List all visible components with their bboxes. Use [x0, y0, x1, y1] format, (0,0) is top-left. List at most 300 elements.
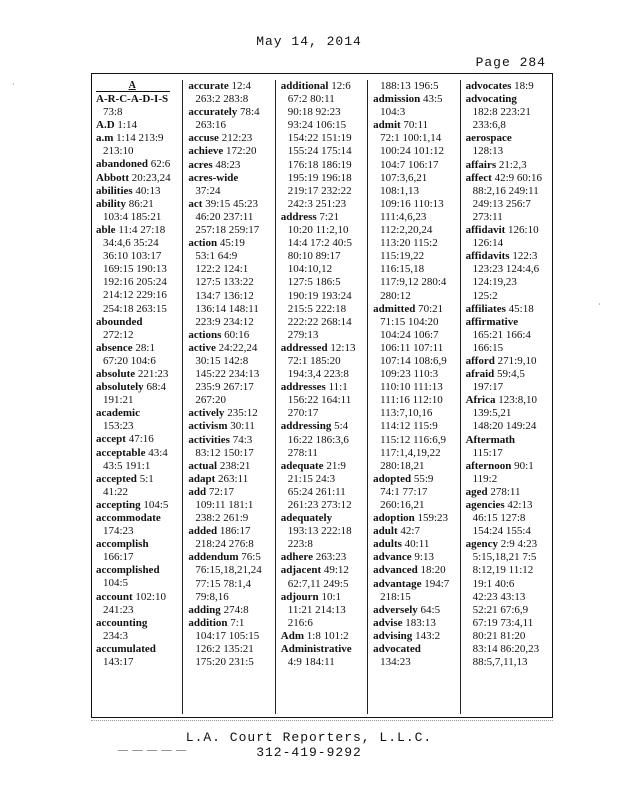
- index-term: admit: [373, 119, 401, 132]
- index-refs-line: 72:1 100:1,14: [380, 132, 442, 145]
- index-entry: [96, 447, 182, 473]
- index-refs-line: 218:15: [380, 590, 411, 603]
- index-refs-line: 169:15 190:13: [103, 263, 167, 276]
- index-term: activities: [188, 433, 230, 446]
- index-entry: [281, 512, 367, 551]
- index-refs-inline: 42:9 60:16: [494, 171, 542, 184]
- index-refs-line: 117:1,4,19,22: [380, 446, 441, 459]
- index-refs-line: 154:22 151:19: [287, 132, 352, 145]
- index-refs-inline: 123:8,10: [498, 394, 538, 407]
- index-term: actively: [188, 407, 225, 420]
- index-refs-line: 223:8: [287, 538, 313, 551]
- index-term: absolute: [96, 367, 136, 380]
- index-refs-line: 16:22 186:3,6: [287, 433, 349, 446]
- index-refs-line: 19:1 40:6: [472, 577, 515, 590]
- index-refs-line: 219:17 232:22: [287, 184, 352, 197]
- index-refs-inline: 48:23: [215, 158, 241, 171]
- index-term: addressing: [280, 420, 332, 433]
- index-entry: [466, 394, 553, 433]
- index-refs-line: 154:24 155:4: [472, 525, 531, 538]
- index-term: Abbott: [96, 171, 130, 184]
- index-term: accumulated: [96, 642, 156, 655]
- index-entry: [188, 420, 274, 433]
- index-term: accurately: [188, 106, 238, 119]
- letter-heading: A: [128, 80, 136, 91]
- index-refs-line: 88:5,7,11,13: [472, 656, 528, 669]
- index-entry: [373, 643, 459, 669]
- index-entry: [466, 93, 553, 132]
- page-number: Page 284: [475, 55, 546, 70]
- index-refs-inline: 12:13: [330, 341, 356, 354]
- index-refs-inline: 64:5: [420, 603, 441, 616]
- index-term: affiliates: [465, 302, 506, 315]
- index-entry: [96, 473, 182, 499]
- footer-rule: [91, 720, 553, 721]
- index-entry: [188, 159, 274, 172]
- index-refs-line: 233:6,8: [472, 119, 506, 132]
- index-term: Aftermath: [465, 433, 516, 446]
- index-term: adequate: [280, 459, 324, 472]
- index-refs-inline: 62:6: [150, 158, 171, 171]
- index-refs-line: 166:15: [472, 341, 504, 354]
- index-refs-inline: 74:3: [232, 433, 253, 446]
- word-index-columns: [91, 80, 553, 714]
- index-entry: [188, 460, 274, 473]
- index-term: actual: [188, 459, 218, 472]
- index-refs-line: 74:1 77:17: [380, 485, 428, 498]
- index-term: afternoon: [465, 459, 512, 472]
- index-term: affect: [465, 171, 492, 184]
- index-term: addressed: [280, 341, 328, 354]
- index-refs-line: 263:2 283:8: [195, 93, 249, 106]
- index-refs-line: 218:24 276:8: [195, 538, 254, 551]
- index-entry: [373, 578, 459, 604]
- index-term: adults: [373, 538, 402, 551]
- index-term: advance: [373, 551, 412, 564]
- index-refs-line: 257:18 259:17: [195, 224, 260, 237]
- index-term: affairs: [465, 158, 497, 171]
- index-refs-line: 115:19,22: [380, 250, 425, 263]
- index-term: agency: [465, 538, 498, 551]
- index-term: action: [188, 237, 218, 250]
- index-refs-line: 165:21 166:4: [472, 328, 531, 341]
- index-refs-inline: 20:23,24: [131, 171, 171, 184]
- index-entry: [188, 329, 274, 342]
- index-refs-line: 52:21 67:6,9: [472, 603, 529, 616]
- index-term: activism: [188, 420, 228, 433]
- index-refs-line: 113:20 115:2: [380, 237, 438, 250]
- index-refs-line: 104:24 106:7: [380, 328, 439, 341]
- index-term: academic: [96, 407, 140, 420]
- index-term: add: [188, 485, 207, 498]
- index-entry: [466, 132, 553, 158]
- margin-mark: ·: [12, 80, 15, 89]
- index-refs-inline: 12:6: [331, 80, 351, 92]
- index-refs-line: 103:4 185:21: [103, 210, 162, 223]
- index-refs-inline: 39:15 45:23: [205, 197, 259, 210]
- index-refs-line: 115:12 116:6,9: [380, 433, 446, 446]
- index-refs-line: 238:2 261:9: [195, 512, 249, 525]
- index-entry: [373, 604, 459, 617]
- index-refs-line: 5:15,18,21 7:5: [472, 551, 537, 564]
- index-refs-line: 80:10 89:17: [287, 250, 341, 263]
- index-refs-line: 119:2: [472, 472, 498, 485]
- index-refs-line: 155:24 175:14: [287, 145, 352, 158]
- index-term: actions: [188, 328, 222, 341]
- index-entry: [96, 591, 182, 617]
- index-entry: [188, 106, 274, 132]
- index-entry: [281, 342, 367, 381]
- index-term: accepted: [96, 472, 137, 485]
- index-refs-line: 93:24 106:15: [287, 119, 347, 132]
- index-refs-line: 176:18 186:19: [287, 158, 352, 171]
- index-refs-line: 254:18 263:15: [103, 302, 167, 315]
- index-term: aerospace: [465, 132, 512, 145]
- index-entry: [466, 224, 553, 250]
- index-term: advantage: [373, 577, 422, 590]
- index-refs-line: 182:8 223:21: [472, 106, 531, 119]
- transcript-date: May 14, 2014: [256, 34, 362, 49]
- index-refs-line: 156:22 164:11: [287, 394, 352, 407]
- index-entry: [373, 93, 459, 119]
- index-entry: [188, 145, 274, 158]
- index-refs-inline: 1:14 213:9: [116, 132, 164, 145]
- index-refs-line: 109:16 110:13: [380, 197, 444, 210]
- index-term: advise: [373, 616, 403, 629]
- index-refs-line: 14:4 17:2 40:5: [287, 237, 352, 250]
- index-entry: [188, 434, 274, 460]
- index-entry: [188, 407, 274, 420]
- index-refs-line: 127:5 186:5: [287, 276, 341, 289]
- index-refs-line: 116:15,18: [380, 263, 425, 276]
- index-refs-inline: 271:9,10: [497, 354, 537, 367]
- index-refs-line: 111:4,6,23: [380, 210, 427, 223]
- index-refs-line: 4:9 184:11: [287, 656, 335, 669]
- index-term: admission: [373, 93, 421, 106]
- index-term: address: [280, 210, 317, 223]
- index-entry: [281, 420, 367, 459]
- index-refs-line: 272:12: [103, 328, 134, 341]
- index-refs-line: 34:4,6 35:24: [103, 237, 159, 250]
- index-refs-inline: 68:4: [146, 381, 166, 394]
- index-term: accepting: [96, 498, 141, 511]
- index-refs-inline: 126:10: [508, 224, 539, 237]
- index-entry: [466, 434, 553, 460]
- index-entry: [373, 473, 459, 512]
- index-refs-line: 279:13: [287, 328, 319, 341]
- index-entry: [466, 303, 553, 316]
- index-refs-line: 67:2 80:11: [287, 93, 335, 106]
- index-refs-inline: 186:17: [219, 525, 251, 538]
- index-refs-line: 190:19 193:24: [287, 289, 352, 302]
- index-entry: [188, 551, 274, 603]
- footer-dashes: — — — — —: [118, 745, 187, 756]
- index-refs-line: 107:3,6,21: [380, 171, 428, 184]
- index-refs-inline: 70:11: [403, 119, 429, 132]
- index-entry: [466, 499, 553, 538]
- index-refs-inline: 86:21: [128, 197, 154, 210]
- index-term: act: [188, 197, 203, 210]
- index-refs-line: 216:6: [287, 616, 313, 629]
- index-refs-line: 215:5 222:18: [287, 302, 347, 315]
- index-term: acceptable: [96, 446, 146, 459]
- index-term: added: [188, 525, 218, 538]
- index-refs-line: 278:11: [287, 446, 318, 459]
- index-refs-inline: 263:11: [218, 472, 249, 485]
- index-refs-inline: 59:4,5: [497, 368, 525, 381]
- index-entry: [281, 643, 367, 669]
- index-entry: [281, 564, 367, 590]
- index-term: advising: [373, 629, 413, 642]
- index-refs-line: 128:13: [472, 145, 504, 158]
- index-refs-line: 235:9 267:17: [195, 381, 254, 394]
- index-entry: [373, 512, 459, 525]
- index-entry: [466, 159, 553, 172]
- index-refs-line: 234:3: [103, 629, 129, 642]
- index-entry: [466, 316, 553, 355]
- index-term: addendum: [188, 551, 239, 564]
- index-term: adoption: [373, 512, 415, 525]
- index-entry: [373, 617, 459, 630]
- index-term: adequately: [280, 512, 333, 525]
- index-refs-inline: 7:21: [319, 210, 339, 223]
- index-refs-line: 117:9,12 280:4: [380, 276, 447, 289]
- index-refs-line: 76:15,18,21,24: [195, 564, 262, 577]
- index-entry: [96, 643, 182, 669]
- index-term: additional: [280, 80, 329, 92]
- index-refs-line: 241:23: [103, 603, 134, 616]
- index-term: agencies: [465, 499, 505, 511]
- index-entry: [188, 237, 274, 329]
- index-term: adult: [373, 525, 398, 538]
- index-entry: [466, 250, 553, 302]
- index-term: a.m: [96, 132, 114, 145]
- index-refs-line: 174:23: [103, 525, 134, 538]
- index-refs-line: 148:20 149:24: [472, 420, 537, 433]
- index-refs-inline: 21:2,3: [498, 158, 527, 171]
- index-refs-line: 126:14: [472, 237, 504, 250]
- index-refs-line: 139:5,21: [472, 407, 512, 420]
- index-refs-line: 41:22: [103, 485, 129, 498]
- index-term: affirmative: [465, 315, 519, 328]
- index-entry: [373, 525, 459, 538]
- index-refs-inline: 11:4 27:18: [118, 223, 166, 236]
- index-column-1: [91, 80, 183, 714]
- index-term: accommodate: [96, 512, 161, 524]
- index-refs-inline: 102:10: [135, 590, 166, 603]
- index-term: absence: [96, 341, 133, 354]
- index-refs-line: 79:8,16: [195, 590, 229, 603]
- index-entry: [96, 381, 182, 407]
- index-refs-inline: 76:5: [241, 551, 261, 564]
- index-refs-line: 65:24 261:11: [287, 485, 346, 498]
- index-refs-line: 67:19 73:4,11: [472, 616, 534, 629]
- index-term: Africa: [465, 394, 496, 407]
- index-refs-line: 136:14 148:11: [195, 302, 259, 315]
- letter-heading-rule: [96, 91, 170, 92]
- index-refs-line: 104:5: [103, 577, 129, 590]
- index-refs-line: 261:23 273:12: [287, 499, 352, 511]
- index-entry: [96, 342, 182, 368]
- index-refs-line: 123:23 124:4,6: [472, 263, 540, 276]
- index-term: adversely: [373, 603, 418, 616]
- index-term: A-R-C-A-D-I-S: [96, 93, 169, 105]
- index-refs-line: 106:11 107:11: [380, 341, 444, 354]
- index-refs-line: 73:8: [103, 106, 123, 119]
- index-entry: [281, 381, 367, 420]
- index-refs-line: 197:17: [472, 381, 504, 394]
- index-entry: [466, 80, 553, 93]
- index-refs-inline: 45:18: [508, 302, 534, 315]
- index-term: afraid: [465, 368, 495, 381]
- index-entry: [466, 460, 553, 486]
- index-term: affidavits: [465, 250, 510, 263]
- index-entry: [466, 368, 553, 394]
- index-refs-line: 127:5 133:22: [195, 276, 254, 289]
- index-refs-inline: 18:9: [514, 80, 534, 92]
- index-refs-inline: 28:1: [135, 341, 155, 354]
- index-refs-inline: 221:23: [137, 367, 169, 380]
- index-refs-line: 46:15 127:8: [472, 512, 526, 525]
- index-refs-line: 242:3 251:23: [287, 197, 347, 210]
- index-refs-line: 42:23 43:13: [472, 590, 526, 603]
- index-entry: [188, 486, 274, 525]
- index-entry: [188, 198, 274, 237]
- index-entry: [281, 591, 367, 630]
- index-refs-line: 153:23: [103, 420, 134, 433]
- index-entry: [96, 433, 182, 446]
- index-entry: [96, 316, 182, 342]
- index-entry: [96, 93, 182, 119]
- index-term: Adm: [280, 629, 305, 642]
- index-entry: [96, 119, 182, 132]
- index-refs-inline: 278:11: [490, 485, 521, 498]
- index-refs-line: 72:1 185:20: [287, 354, 341, 367]
- index-entry: [373, 630, 459, 643]
- index-entry: [96, 224, 182, 316]
- index-refs-inline: 2:9 4:23: [500, 538, 538, 551]
- index-refs-inline: 72:17: [208, 485, 234, 498]
- index-column-4: [368, 80, 460, 714]
- index-entry: [373, 303, 459, 473]
- index-refs-line: 267:20: [195, 394, 226, 407]
- index-refs-line: 109:23 110:3: [380, 368, 439, 381]
- index-refs-inline: 70:21: [418, 302, 444, 315]
- index-refs-line: 112:2,20,24: [380, 224, 433, 237]
- index-entry: [96, 499, 182, 512]
- index-refs-line: 8:12,19 11:12: [472, 564, 534, 577]
- index-refs-line: 192:16 205:24: [103, 276, 167, 289]
- index-term: acres: [188, 158, 213, 171]
- index-entry: [373, 551, 459, 564]
- index-entry: [188, 617, 274, 669]
- index-term: admitted: [373, 302, 416, 315]
- index-refs-inline: 10:1: [321, 590, 341, 603]
- index-refs-line: 108:1,13: [380, 184, 419, 197]
- index-refs-line: 104:3: [380, 106, 406, 119]
- index-refs-inline: 1:8 101:2: [306, 629, 349, 642]
- index-term: accomplished: [96, 564, 160, 577]
- index-refs-inline: 9:13: [414, 551, 434, 564]
- index-refs-inline: 90:1: [514, 459, 534, 472]
- index-refs-line: 90:18 92:23: [287, 106, 341, 119]
- index-entry: [96, 158, 182, 171]
- index-term: adjacent: [280, 564, 322, 577]
- index-refs-line: 260:16,21: [380, 499, 425, 511]
- index-column-2: [183, 80, 275, 714]
- index-refs-line: 104:7 106:17: [380, 158, 439, 171]
- index-refs-inline: 194:7: [424, 577, 450, 590]
- index-term: advocated: [373, 643, 421, 656]
- index-refs-line: 143:17: [103, 656, 134, 669]
- index-term: adhere: [280, 551, 313, 564]
- index-term: acres-wide: [188, 171, 239, 184]
- index-term: A.D: [96, 119, 115, 132]
- index-column-3: [276, 80, 368, 714]
- index-term: Administrative: [280, 643, 352, 656]
- index-refs-inline: 5:1: [139, 472, 154, 485]
- index-refs-inline: 12:4: [231, 80, 252, 92]
- index-refs-line: 43:5 191:1: [103, 459, 151, 472]
- index-entry: [373, 119, 459, 302]
- index-refs-line: 104:10,12: [287, 263, 333, 276]
- index-term: achieve: [188, 145, 224, 158]
- index-refs-line: 104:17 105:15: [195, 629, 260, 642]
- index-entry: [188, 172, 274, 198]
- index-refs-line: 77:15 78:1,4: [195, 577, 252, 590]
- index-entry: [281, 551, 367, 564]
- index-entry: [96, 407, 182, 433]
- index-refs-line: 88:2,16 249:11: [472, 184, 539, 197]
- index-refs-line: 11:21 214:13: [287, 603, 346, 616]
- index-refs-line: 10:20 11:2,10: [287, 224, 349, 237]
- index-entry: [96, 617, 182, 643]
- index-refs-line: 125:2: [472, 289, 498, 302]
- index-refs-line: 194:3,4 223:8: [287, 368, 349, 381]
- index-refs-inline: 212:23: [221, 132, 253, 145]
- index-refs-inline: 60:16: [224, 328, 250, 341]
- index-refs-inline: 11:1: [328, 381, 348, 394]
- index-refs-line: 21:15 24:3: [287, 472, 336, 485]
- index-refs-line: 195:19 196:18: [287, 171, 352, 184]
- index-refs-line: 175:20 231:5: [195, 656, 254, 669]
- index-refs-line: 249:13 256:7: [472, 197, 531, 210]
- reporter-phone: 312-419-9292: [256, 745, 362, 760]
- index-column-5: [461, 80, 553, 714]
- index-term: absolutely: [96, 381, 144, 394]
- index-term: abandoned: [96, 158, 148, 171]
- index-refs-inline: 45:19: [219, 237, 245, 250]
- index-refs-line: 53:1 64:9: [195, 250, 238, 263]
- index-term: abounded: [96, 315, 143, 328]
- index-entry: [96, 368, 182, 381]
- index-refs-inline: 78:4: [240, 106, 260, 119]
- index-entry: [281, 460, 367, 512]
- index-refs-inline: 42:7: [400, 525, 420, 538]
- index-refs-line: 100:24 101:12: [380, 145, 445, 158]
- index-refs-inline: 42:13: [507, 499, 533, 511]
- index-term: adding: [188, 603, 221, 616]
- index-refs-line: 280:18,21: [380, 459, 425, 472]
- index-refs-line: 36:10 103:17: [103, 250, 162, 263]
- index-entry: [188, 80, 274, 106]
- index-refs-line: 166:17: [103, 551, 134, 564]
- index-refs-inline: 235:12: [227, 407, 258, 420]
- margin-mark: ·: [598, 300, 601, 309]
- index-refs-line: 191:21: [103, 394, 134, 407]
- index-entry: [466, 486, 553, 499]
- index-term: advanced: [373, 564, 418, 577]
